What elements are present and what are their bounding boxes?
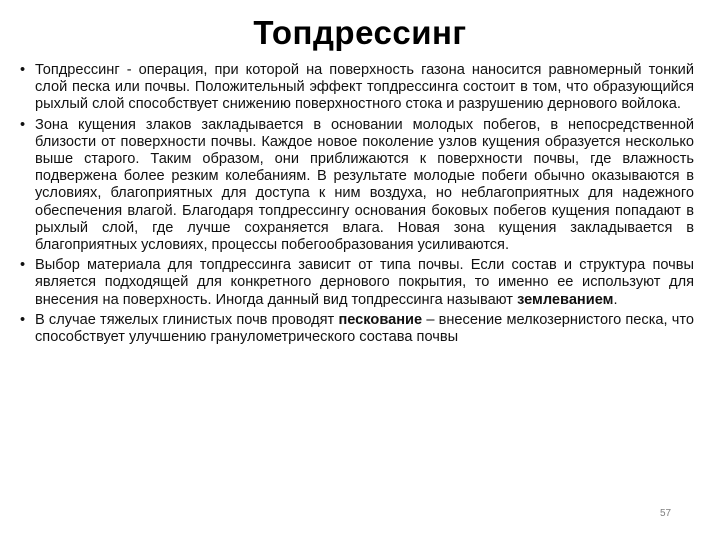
bullet-text: В случае тяжелых глинистых почв проводят: [35, 311, 339, 328]
bullet-marker: •: [20, 116, 26, 133]
bullet-text: Зона кущения злаков закладывается в основании молодых побегов, в непосредственной близости от поверхности почвы. Каждое новое поколение узлов кущения образуется несколько выше старого. Таким образом, они приближаются к поверхности почвы, где влажность подвержена более резким колебаниям. В результате молодые побеги обычно оказываются в условиях, благоприятных для доступа к ним воздуха, но неблагоприятных для надежного обеспечения влагой. Благодаря топдрессингу основания боковых побегов кущения попадают в рыхлый слой, где лучше сохраняется влага. Новая зона кущения закладывается в благоприятных условиях, процессы побегообразования усиливаются.: [35, 116, 694, 254]
bullet-emphasis-term: пескование: [338, 311, 423, 328]
page-number: 57: [660, 508, 672, 519]
bullet-emphasis-term: землеванием: [517, 291, 614, 308]
bullet-list: [20, 62, 694, 346]
bullet-text-end: .: [613, 291, 618, 308]
bullet-marker: •: [20, 62, 26, 78]
bullet-text: Выбор материала для топдрессинга зависит от типа почвы. Если состав и структура почвы является подходящей для конкретного дернового покрытия, то именно ее используют для внесения на поверхность. Иногда данный вид топдрессинга называют: [35, 257, 694, 308]
bullet-item-sanding: [20, 312, 694, 346]
bullet-item-tillering-zone: [20, 117, 694, 255]
slide-content: [20, 62, 694, 349]
slide-title: Топдрессинг: [253, 14, 467, 51]
bullet-text-end: – внесение мелкозернистого песка, что способствует улучшению гранулометрического состава почвы: [35, 311, 694, 346]
bullet-marker: •: [20, 311, 26, 328]
bullet-item-material-choice: [20, 257, 694, 309]
bullet-text: Топдрессинг - операция, при которой на поверхность газона наносится равномерный тонкий слой песка или почвы. Положительный эффект топдрессинга состоит в том, что образующийся рыхлый слой способствует снижению поверхностного стока и разрушению дернового войлока.: [35, 62, 694, 113]
bullet-item-topdressing-definition: [20, 62, 694, 114]
bullet-marker: •: [20, 257, 26, 274]
